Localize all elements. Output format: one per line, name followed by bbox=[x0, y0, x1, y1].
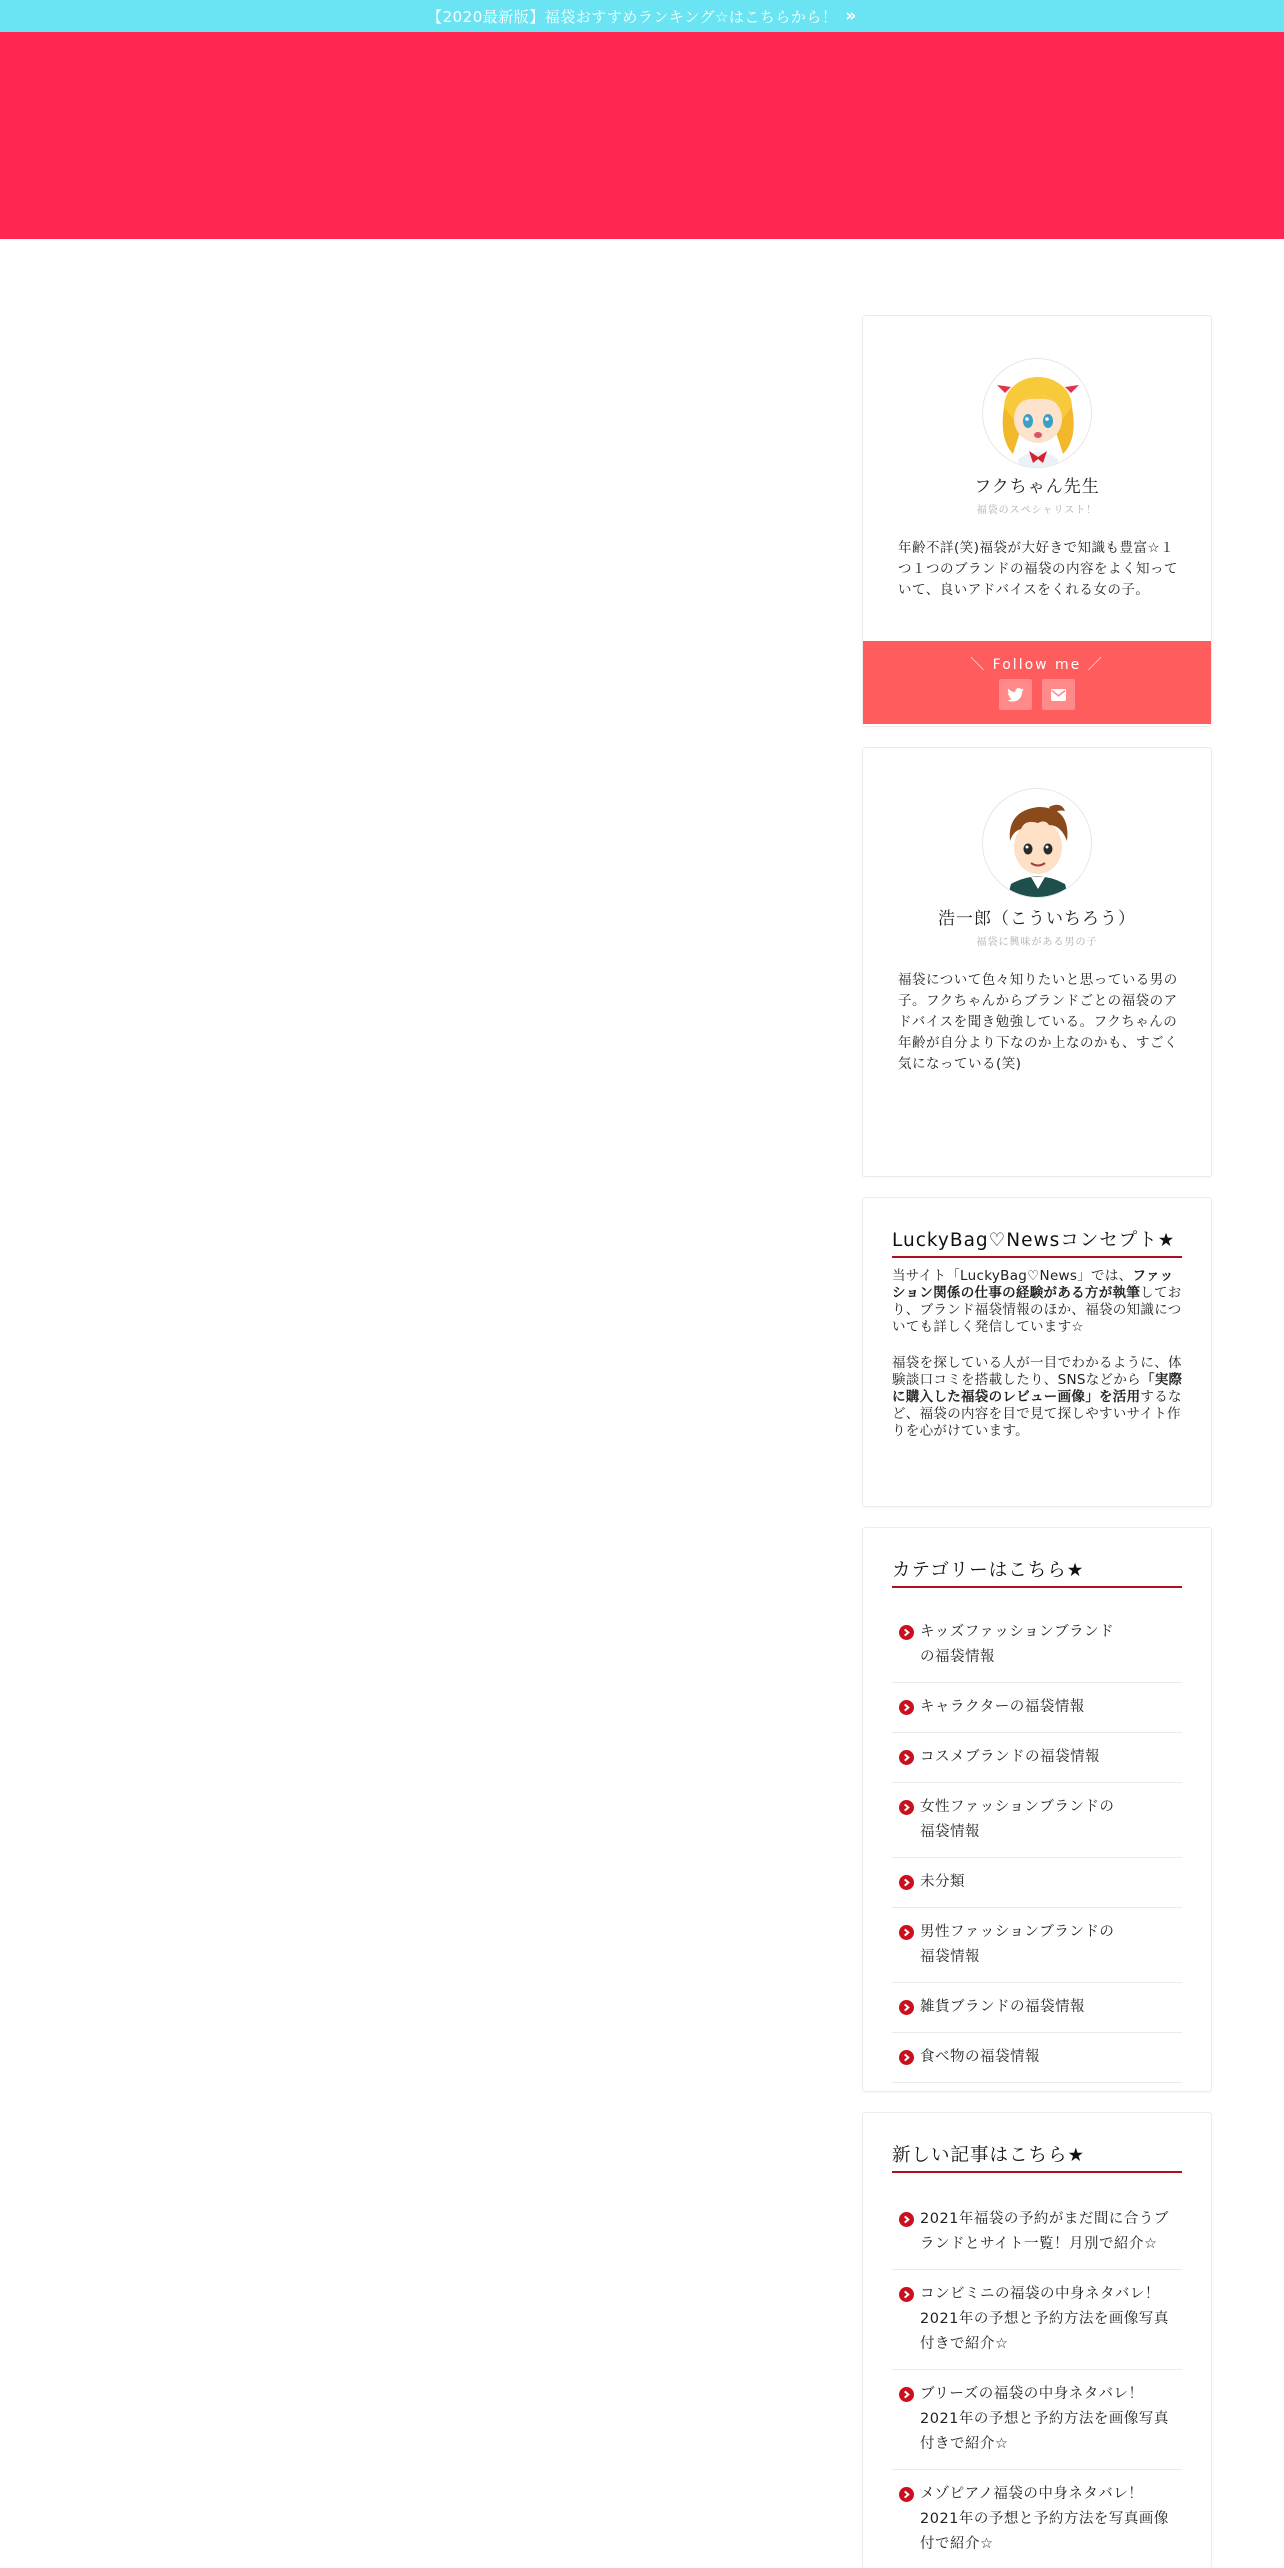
category-link[interactable]: 未分類 bbox=[920, 1874, 965, 1890]
category-item[interactable] bbox=[892, 1908, 1182, 1983]
koichiro-avatar bbox=[982, 788, 1092, 898]
chevron-right-circle-icon bbox=[899, 1875, 914, 1890]
category-link[interactable]: 雑貨ブランドの福袋情報 bbox=[920, 1999, 1085, 2015]
chevron-right-circle-icon bbox=[899, 1625, 914, 1640]
category-item[interactable] bbox=[892, 1783, 1182, 1858]
announcement-link[interactable]: 【2020最新版】福袋おすすめランキング☆はこちらから！ bbox=[427, 7, 838, 26]
category-link[interactable]: 食べ物の福袋情報 bbox=[920, 2049, 1040, 2065]
fukuchan-avatar bbox=[982, 358, 1092, 468]
profile-card-fukuchan bbox=[862, 315, 1212, 727]
category-item[interactable] bbox=[892, 1683, 1182, 1733]
category-link[interactable]: キャラクターの福袋情報 bbox=[920, 1699, 1085, 1715]
chevron-right-circle-icon bbox=[899, 2212, 914, 2227]
profile-name: 浩一郎（こういちろう） bbox=[938, 909, 1136, 929]
mail-icon[interactable] bbox=[1042, 679, 1075, 710]
follow-me-title: ＼ Follow me ／ bbox=[970, 657, 1104, 673]
recent-post-item[interactable] bbox=[892, 2470, 1182, 2568]
profile-role: 福袋に興味がある男の子 bbox=[976, 937, 1098, 948]
concept-title: LuckyBag♡Newsコンセプト★ bbox=[892, 1226, 1182, 1258]
recent-posts-title: 新しい記事はこちら★ bbox=[892, 2141, 1182, 2173]
concept-paragraph-1: 当サイト「LuckyBag♡News」では、ファッション関係の仕事の経験がある方が執筆しており、ブランド福袋情報のほか、福袋の知識についても詳しく発信しています☆ bbox=[892, 1268, 1182, 1335]
category-link[interactable]: 女性ファッションブランドの 福袋情報 bbox=[920, 1799, 1115, 1840]
recent-post-item[interactable] bbox=[892, 2370, 1182, 2470]
category-item[interactable] bbox=[892, 1983, 1182, 2033]
category-item[interactable] bbox=[892, 1608, 1182, 1683]
chevron-right-circle-icon bbox=[899, 1925, 914, 1940]
chevron-right-circle-icon bbox=[899, 1700, 914, 1715]
chevron-right-circle-icon bbox=[899, 2287, 914, 2302]
profile-description: 福袋について色々知りたいと思っている男の子。フクちゃんからブランドごとの福袋のアドバイスを聞き勉強している。フクちゃんの年齢が自分より下なのか上なのかも、すごく気になっている(笑) bbox=[898, 972, 1178, 1072]
follow-me-section bbox=[863, 641, 1211, 724]
profile-description: 年齢不詳(笑)福袋が大好きで知識も豊富☆１つ１つのブランドの福袋の内容をよく知っていて、良いアドバイスをくれる女の子。 bbox=[898, 540, 1178, 598]
recent-posts-widget bbox=[862, 2112, 1212, 2568]
categories-widget bbox=[862, 1527, 1212, 2092]
site-header bbox=[0, 32, 1284, 239]
profile-role: 福袋のスペシャリスト！ bbox=[976, 505, 1098, 516]
double-chevron-right-icon: » bbox=[845, 6, 857, 26]
recent-post-link[interactable]: ブリーズの福袋の中身ネタバレ！ 2021年の予想と予約方法を画像写真 付きで紹介☆ bbox=[920, 2386, 1169, 2452]
category-item[interactable] bbox=[892, 2033, 1182, 2083]
category-item[interactable] bbox=[892, 1858, 1182, 1908]
category-item[interactable] bbox=[892, 1733, 1182, 1783]
chevron-right-circle-icon bbox=[899, 2387, 914, 2402]
announcement-bar[interactable] bbox=[0, 0, 1284, 32]
category-list bbox=[892, 1608, 1182, 2083]
concept-paragraph-2: 福袋を探している人が一目でわかるように、体験談口コミを搭載したり、SNSなどから「実際に購入した福袋のレビュー画像」を活用するなど、福袋の内容を目で見て探しやすいサイト作りを心がけています。 bbox=[892, 1355, 1183, 1439]
category-link[interactable]: コスメブランドの福袋情報 bbox=[920, 1749, 1100, 1765]
recent-post-item[interactable] bbox=[892, 2195, 1182, 2270]
concept-widget bbox=[862, 1197, 1212, 1507]
twitter-icon[interactable] bbox=[999, 679, 1032, 710]
recent-post-link[interactable]: メゾピアノ福袋の中身ネタバレ！ 2021年の予想と予約方法を写真画像 付で紹介☆ bbox=[920, 2486, 1169, 2552]
recent-post-link[interactable]: 2021年福袋の予約がまだ間に合うブ ランドとサイト一覧！月別で紹介☆ bbox=[920, 2211, 1169, 2252]
chevron-right-circle-icon bbox=[899, 2000, 914, 2015]
chevron-right-circle-icon bbox=[899, 1800, 914, 1815]
categories-title: カテゴリーはこちら★ bbox=[892, 1556, 1182, 1588]
recent-post-item[interactable] bbox=[892, 2270, 1182, 2370]
recent-post-link[interactable]: コンビミニの福袋の中身ネタバレ！ 2021年の予想と予約方法を画像写真 付きで紹介☆ bbox=[920, 2286, 1169, 2352]
chevron-right-circle-icon bbox=[899, 1750, 914, 1765]
chevron-right-circle-icon bbox=[899, 2050, 914, 2065]
profile-card-koichiro bbox=[862, 747, 1212, 1177]
recent-posts-list bbox=[892, 2195, 1182, 2568]
profile-name: フクちゃん先生 bbox=[974, 477, 1100, 497]
chevron-right-circle-icon bbox=[899, 2487, 914, 2502]
category-link[interactable]: キッズファッションブランド の福袋情報 bbox=[920, 1624, 1115, 1665]
category-link[interactable]: 男性ファッションブランドの 福袋情報 bbox=[920, 1924, 1115, 1965]
